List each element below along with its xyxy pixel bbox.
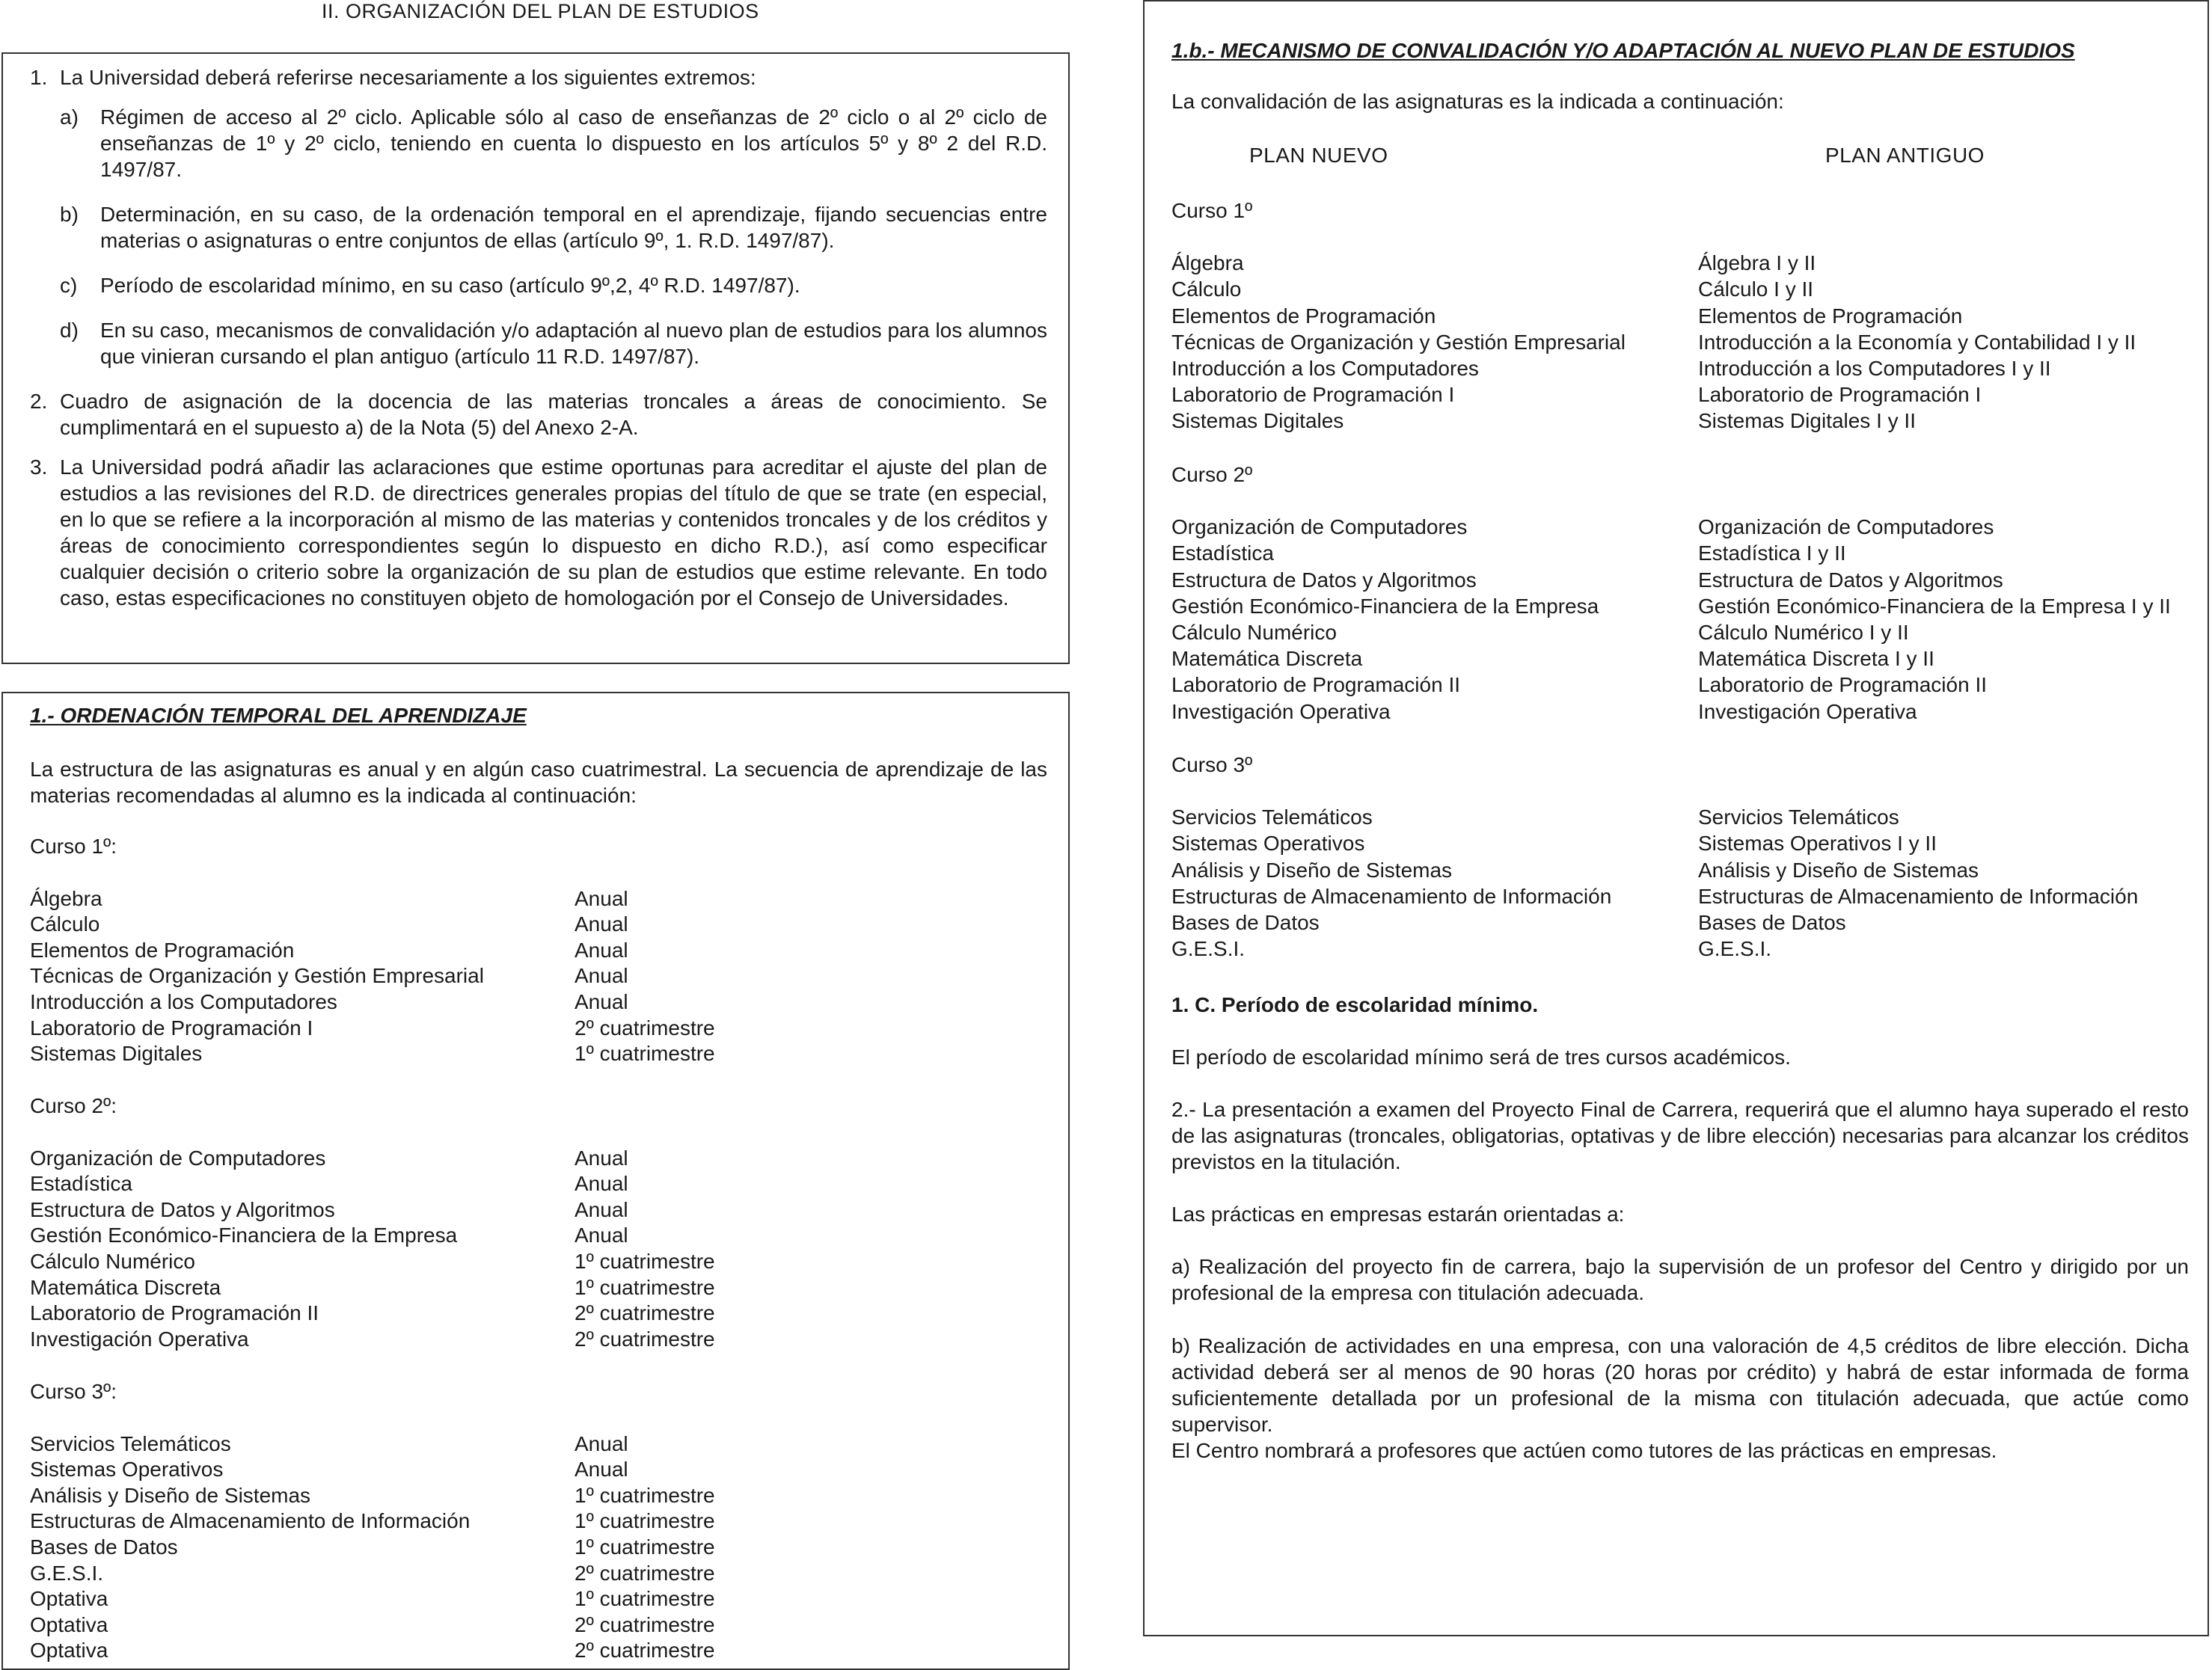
convalidation-course-3 — [1171, 752, 2204, 962]
subject-name: G.E.S.I. — [30, 1561, 104, 1585]
subject-name: Cálculo — [30, 912, 100, 936]
plan-new-heading: PLAN NUEVO — [1249, 144, 1388, 167]
plan-new-subject: Servicios Telemáticos — [1171, 805, 1373, 829]
subject-period: 1º cuatrimestre — [575, 1509, 715, 1533]
convalidation-row — [1171, 699, 2204, 725]
subject-period: 1º cuatrimestre — [575, 1042, 715, 1066]
subject-name: Optativa — [30, 1612, 108, 1636]
plan-new-subject: Álgebra — [1171, 251, 1244, 275]
convalidation-intro: La convalidación de las asignaturas es la indicada a continuación: — [1171, 90, 1784, 113]
subject-name: Servicios Telemáticos — [30, 1431, 231, 1455]
convalidation-course-2 — [1171, 461, 2204, 725]
subject-row — [30, 1275, 778, 1301]
plan-new-subject: Laboratorio de Programación II — [1171, 673, 1460, 697]
course-label: Curso 3º: — [30, 1380, 117, 1403]
subject-row — [30, 1249, 778, 1275]
plan-old-subject: Sistemas Operativos I y II — [1698, 832, 1937, 856]
subject-period: 1º cuatrimestre — [575, 1587, 715, 1611]
sub-item-letter: a) — [60, 105, 79, 129]
plan-old-subject: Laboratorio de Programación II — [1698, 673, 1987, 697]
convalidation-row — [1171, 936, 2204, 962]
plan-old-subject: Álgebra I y II — [1698, 251, 1816, 275]
subject-row — [30, 1483, 778, 1509]
subject-row — [30, 1612, 778, 1639]
internship-tutors: El Centro nombrará a profesores que actúen como tutores de las prácticas en empresas. — [1171, 1439, 1997, 1462]
subject-name: Investigación Operativa — [30, 1327, 249, 1351]
course-3-schedule — [30, 1379, 778, 1664]
course-label: Curso 1º: — [30, 835, 117, 858]
subject-row — [30, 1223, 778, 1249]
convalidation-row — [1171, 329, 2204, 355]
convalidation-row — [1171, 567, 2204, 593]
plan-old-subject: Laboratorio de Programación I — [1698, 383, 1982, 407]
subject-period: Anual — [575, 1224, 628, 1247]
requirement-number: 1. — [30, 66, 48, 89]
plan-old-subject: Gestión Económico-Financiera de la Empresa I y II — [1698, 594, 2171, 618]
plan-old-subject: Cálculo Numérico I y II — [1698, 621, 1909, 645]
subject-row — [30, 1561, 778, 1587]
plan-old-subject: Estadística I y II — [1698, 541, 1846, 565]
plan-old-heading: PLAN ANTIGUO — [1825, 144, 1985, 167]
requirement-item — [30, 454, 1047, 611]
subject-period: 2º cuatrimestre — [575, 1016, 715, 1040]
subject-name: Estadística — [30, 1172, 132, 1196]
subject-row — [30, 1146, 778, 1172]
convalidation-row — [1171, 540, 2204, 566]
subject-period: Anual — [575, 938, 628, 962]
convalidation-course-1 — [1171, 197, 2204, 435]
plan-new-subject: Matemática Discreta — [1171, 647, 1363, 671]
sub-item-letter: c) — [60, 274, 78, 297]
subject-name: Elementos de Programación — [30, 938, 295, 962]
plan-new-subject: Bases de Datos — [1171, 911, 1320, 935]
plan-old-subject: Matemática Discreta I y II — [1698, 647, 1934, 671]
internships-intro: Las prácticas en empresas estarán orientadas a: — [1171, 1203, 1625, 1226]
subject-name: Sistemas Digitales — [30, 1042, 203, 1066]
subject-row — [30, 1041, 778, 1067]
minimum-period-title: 1. C. Período de escolaridad mínimo. — [1171, 993, 1539, 1016]
subject-period: 2º cuatrimestre — [575, 1612, 715, 1636]
convalidation-row — [1171, 857, 2204, 883]
plan-old-subject: Organización de Computadores — [1698, 515, 1994, 539]
convalidation-section-title: 1.b.- MECANISMO DE CONVALIDACIÓN Y/O ADAPTACIÓN AL NUEVO PLAN DE ESTUDIOS — [1171, 39, 2075, 62]
plan-new-subject: Sistemas Digitales — [1171, 409, 1344, 433]
plan-old-subject: Estructuras de Almacenamiento de Información — [1698, 884, 2139, 908]
subject-name: Optativa — [30, 1587, 108, 1611]
convalidation-row — [1171, 645, 2204, 672]
subject-period: Anual — [575, 1458, 628, 1482]
subject-period: 1º cuatrimestre — [575, 1535, 715, 1559]
requirement-text: Cuadro de asignación de la docencia de las materias troncales a áreas de conocimiento. Se cumplimentará en el supuesto a) de la Nota (5) del Anexo 2-A. — [60, 390, 1047, 439]
subject-period: Anual — [575, 964, 628, 988]
convalidation-row — [1171, 593, 2204, 619]
requirement-item — [30, 388, 1047, 440]
subject-row — [30, 989, 778, 1016]
course-2-schedule — [30, 1093, 778, 1352]
subject-row — [30, 1638, 778, 1664]
subject-name: Estructura de Datos y Algoritmos — [30, 1197, 335, 1221]
plan-old-subject: Análisis y Diseño de Sistemas — [1698, 858, 1979, 882]
sub-item-text: Régimen de acceso al 2º ciclo. Aplicable sólo al caso de enseñanzas de 2º ciclo o al 2º ciclo de enseñanzas de 1º y 2º ciclo, teniendo en cuenta lo dispuesto en los artículos 5º y 8º 2 del R.D. 1497/87. — [100, 105, 1047, 181]
subject-period: 2º cuatrimestre — [575, 1639, 715, 1663]
subject-name: Introducción a los Computadores — [30, 989, 337, 1013]
subject-name: Bases de Datos — [30, 1535, 178, 1559]
convalidation-row — [1171, 355, 2204, 381]
subject-name: Laboratorio de Programación I — [30, 1016, 313, 1040]
convalidation-course-label: Curso 2º — [1171, 463, 1253, 486]
plan-old-subject: Introducción a la Economía y Contabilidad I y II — [1698, 330, 2136, 354]
convalidation-row — [1171, 381, 2204, 408]
temporal-section-title: 1.- ORDENACIÓN TEMPORAL DEL APRENDIZAJE — [30, 704, 527, 727]
subject-name: Gestión Económico-Financiera de la Empresa — [30, 1224, 458, 1247]
plan-new-subject: Laboratorio de Programación I — [1171, 383, 1455, 407]
plan-old-subject: Investigación Operativa — [1698, 699, 1917, 723]
subject-row — [30, 1301, 778, 1327]
requirement-sub-list — [60, 104, 1047, 369]
convalidation-course-label: Curso 3º — [1171, 753, 1253, 776]
plan-new-subject: Técnicas de Organización y Gestión Empresarial — [1171, 330, 1626, 354]
plan-old-subject: Bases de Datos — [1698, 911, 1846, 935]
subject-period: Anual — [575, 1431, 628, 1455]
convalidation-row — [1171, 276, 2204, 302]
requirement-number: 3. — [30, 455, 48, 479]
subject-row — [30, 1197, 778, 1224]
plan-old-subject: Cálculo I y II — [1698, 277, 1814, 301]
requirement-item — [30, 64, 1047, 369]
convalidation-course-label: Curso 1º — [1171, 199, 1253, 222]
subject-row — [30, 886, 778, 912]
convalidation-row — [1171, 830, 2204, 856]
plan-new-subject: G.E.S.I. — [1171, 937, 1246, 961]
plan-new-subject: Elementos de Programación — [1171, 304, 1436, 328]
plan-new-subject: Gestión Económico-Financiera de la Empresa — [1171, 594, 1599, 618]
internship-option-b: b) Realización de actividades en una empresa, con una valoración de 4,5 créditos de libre elección. Dicha actividad deberá ser al menos de 90 horas (20 horas por crédito) y habrá de estar informada de forma suficientemente detallada por un profesional de la misma con titulación adecuada, que actúe como supervisor. — [1171, 1334, 2189, 1436]
subject-name: Álgebra — [30, 886, 102, 910]
subject-name: Optativa — [30, 1639, 108, 1663]
subject-name: Técnicas de Organización y Gestión Empresarial — [30, 964, 484, 988]
subject-row — [30, 1016, 778, 1042]
subject-name: Cálculo Numérico — [30, 1249, 195, 1273]
internship-option-a: a) Realización del proyecto fin de carrera, bajo la supervisión de un profesor del Centro y dirigido por un profesional de la empresa con titulación adecuada. — [1171, 1255, 2189, 1304]
course-1-schedule — [30, 834, 778, 1067]
convalidation-row — [1171, 909, 2204, 936]
subject-name: Organización de Computadores — [30, 1146, 326, 1170]
requirement-sub-item — [60, 104, 1047, 182]
convalidation-row — [1171, 883, 2204, 909]
convalidation-row — [1171, 303, 2204, 329]
subject-row — [30, 1508, 778, 1535]
subject-period: 1º cuatrimestre — [575, 1249, 715, 1273]
requirement-number: 2. — [30, 390, 48, 413]
requirement-text: La Universidad podrá añadir las aclaraciones que estime oportunas para acreditar el ajuste del plan de estudios a las revisiones del R.D. de directrices generales propias del título de que se trate (en especial, en lo que se refiere a la incorporación al mismo de las materias y contenidos troncales y de los créditos y áreas de conocimiento correspondientes según lo dispuesto en dicho R.D.), así como especificar cualquier decisión o criterio sobre la organización de su plan de estudios que estime relevante. En todo caso, estas especificaciones no constituyen objeto de homologación por el Consejo de Universidades. — [60, 455, 1047, 610]
subject-period: Anual — [575, 886, 628, 910]
subject-period: Anual — [575, 1197, 628, 1221]
requirement-sub-item — [60, 317, 1047, 369]
subject-period: Anual — [575, 1146, 628, 1170]
plan-new-subject: Organización de Computadores — [1171, 515, 1468, 539]
plan-new-subject: Cálculo Numérico — [1171, 621, 1337, 645]
plan-new-subject: Introducción a los Computadores — [1171, 357, 1479, 381]
plan-new-subject: Cálculo — [1171, 277, 1242, 301]
subject-row — [30, 1171, 778, 1197]
subject-name: Estructuras de Almacenamiento de Información — [30, 1509, 471, 1533]
subject-name: Sistemas Operativos — [30, 1458, 224, 1482]
plan-old-subject: G.E.S.I. — [1698, 937, 1772, 961]
plan-new-subject: Estructura de Datos y Algoritmos — [1171, 568, 1477, 592]
plan-old-subject: Estructura de Datos y Algoritmos — [1698, 568, 2003, 592]
subject-period: Anual — [575, 912, 628, 936]
subject-row — [30, 1535, 778, 1561]
convalidation-row — [1171, 250, 2204, 276]
plan-new-subject: Investigación Operativa — [1171, 699, 1391, 723]
sub-item-text: En su caso, mecanismos de convalidación y/o adaptación al nuevo plan de estudios para los alumnos que vinieran cursando el plan antiguo (artículo 11 R.D. 1497/87). — [100, 319, 1047, 368]
requirement-text: La Universidad deberá referirse necesariamente a los siguientes extremos: — [60, 66, 756, 89]
subject-row — [30, 1586, 778, 1612]
convalidation-row — [1171, 619, 2204, 645]
sub-item-text: Determinación, en su caso, de la ordenación temporal en el aprendizaje, fijando secuencias entre materias o asignaturas o entre conjuntos de ellas (artículo 9º, 1. R.D. 1497/87). — [100, 203, 1047, 252]
sub-item-letter: b) — [60, 203, 79, 226]
plan-new-subject: Estadística — [1171, 541, 1274, 565]
requirement-sub-item — [60, 272, 1047, 298]
subject-name: Análisis y Diseño de Sistemas — [30, 1483, 311, 1507]
course-label: Curso 2º: — [30, 1094, 117, 1117]
final-project-paragraph: 2.- La presentación a examen del Proyecto Final de Carrera, requerirá que el alumno haya superado el resto de las asignaturas (troncales, obligatorias, optativas y de libre elección) necesarias para alcanzar los créditos previstos en la titulación. — [1171, 1098, 2189, 1173]
subject-period: Anual — [575, 1172, 628, 1196]
subject-row — [30, 912, 778, 938]
subject-row — [30, 1431, 778, 1458]
plan-new-subject: Análisis y Diseño de Sistemas — [1171, 858, 1453, 882]
subject-period: 2º cuatrimestre — [575, 1561, 715, 1585]
convalidation-row — [1171, 672, 2204, 698]
subject-period: 1º cuatrimestre — [575, 1275, 715, 1299]
subject-row — [30, 1457, 778, 1483]
convalidation-box — [1143, 0, 2209, 1636]
plan-new-subject: Sistemas Operativos — [1171, 832, 1365, 856]
requirement-sub-item — [60, 201, 1047, 254]
convalidation-row — [1171, 804, 2204, 830]
minimum-period-text: El período de escolaridad mínimo será de tres cursos académicos. — [1171, 1046, 1791, 1069]
plan-new-subject: Estructuras de Almacenamiento de Información — [1171, 884, 1612, 908]
plan-old-subject: Sistemas Digitales I y II — [1698, 409, 1916, 433]
subject-row — [30, 1327, 778, 1353]
plan-old-subject: Introducción a los Computadores I y II — [1698, 357, 2051, 381]
temporal-ordering-box — [1, 692, 1070, 1670]
temporal-intro: La estructura de las asignaturas es anual y en algún caso cuatrimestral. La secuencia de aprendizaje de las materias recomendadas al alumno es la indicada al continuación: — [30, 758, 1047, 807]
plan-old-subject: Elementos de Programación — [1698, 304, 1963, 328]
requirements-box — [1, 52, 1070, 664]
subject-row — [30, 963, 778, 989]
convalidation-row — [1171, 408, 2204, 434]
subject-name: Laboratorio de Programación II — [30, 1301, 319, 1325]
subject-period: 1º cuatrimestre — [575, 1483, 715, 1507]
requirements-list — [30, 64, 1047, 611]
convalidation-row — [1171, 514, 2204, 540]
subject-period: Anual — [575, 989, 628, 1013]
subject-name: Matemática Discreta — [30, 1275, 221, 1299]
sub-item-letter: d) — [60, 319, 79, 342]
page-title: II. ORGANIZACIÓN DEL PLAN DE ESTUDIOS — [322, 0, 759, 22]
subject-period: 2º cuatrimestre — [575, 1301, 715, 1325]
plan-old-subject: Servicios Telemáticos — [1698, 805, 1899, 829]
sub-item-text: Período de escolaridad mínimo, en su caso (artículo 9º,2, 4º R.D. 1497/87). — [100, 274, 800, 297]
subject-period: 2º cuatrimestre — [575, 1327, 715, 1351]
subject-row — [30, 938, 778, 964]
